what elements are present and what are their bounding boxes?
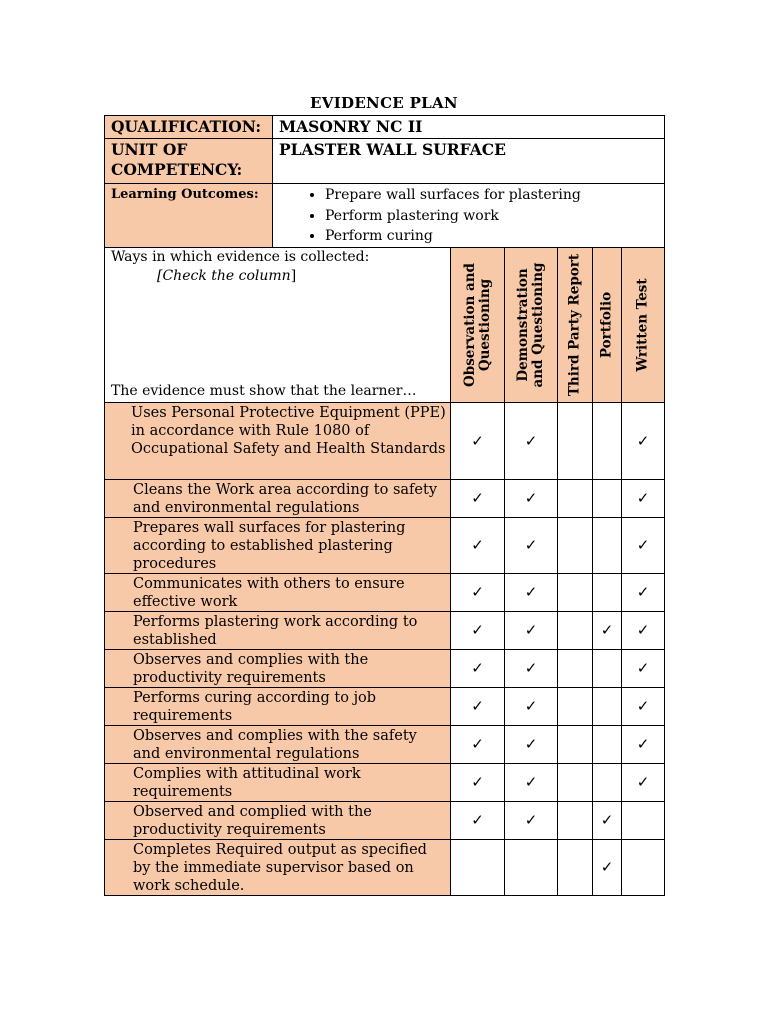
check-cell <box>505 687 558 725</box>
evidence-ways-cell <box>105 247 451 402</box>
criteria-text: Communicates with others to ensure effective work <box>105 573 451 611</box>
check-cell <box>622 763 665 801</box>
check-cell <box>558 801 593 839</box>
check-cell <box>593 687 622 725</box>
checkmark-icon: ✓ <box>471 583 484 601</box>
checkmark-icon: ✓ <box>471 697 484 715</box>
check-cell <box>593 839 622 895</box>
check-cell <box>593 479 622 517</box>
check-cell <box>558 839 593 895</box>
ways-check-note <box>157 267 296 285</box>
checkmark-icon: ✓ <box>471 489 484 507</box>
checkmark-icon: ✓ <box>524 735 538 753</box>
criteria-row <box>105 517 665 573</box>
check-cell <box>505 801 558 839</box>
check-cell <box>451 573 505 611</box>
criteria-text: Observes and complies with the productivity requirements <box>105 649 451 687</box>
qualification-value: MASONRY NC II <box>273 116 665 139</box>
criteria-text: Complies with attitudinal work requirements <box>105 763 451 801</box>
qualification-label: QUALIFICATION: <box>105 116 273 139</box>
method-header-label: Portfolio <box>598 291 615 358</box>
checkmark-icon: ✓ <box>636 583 650 601</box>
criteria-row <box>105 573 665 611</box>
check-cell <box>505 517 558 573</box>
check-cell <box>505 649 558 687</box>
check-cell <box>558 573 593 611</box>
learning-outcomes-list <box>273 184 664 247</box>
checkmark-icon: ✓ <box>636 431 650 450</box>
check-cell <box>622 611 665 649</box>
learning-outcome-item: • Prepare wall surfaces for plastering <box>325 185 664 206</box>
checkmark-icon: ✓ <box>524 659 538 677</box>
unit-of-competency-value: PLASTER WALL SURFACE <box>273 139 665 184</box>
check-cell <box>505 402 558 479</box>
checkmark-icon: ✓ <box>636 697 650 715</box>
check-cell <box>505 479 558 517</box>
check-cell <box>451 479 505 517</box>
check-cell <box>451 725 505 763</box>
checkmark-icon: ✓ <box>524 489 538 507</box>
check-cell <box>622 725 665 763</box>
checkmark-icon: ✓ <box>600 811 614 829</box>
check-cell <box>505 763 558 801</box>
criteria-text: Performs plastering work according to established <box>105 611 451 649</box>
method-header-label: Written Test <box>634 277 651 372</box>
check-cell <box>622 402 665 479</box>
check-cell <box>622 839 665 895</box>
check-cell <box>505 725 558 763</box>
learning-outcome-item: • Perform plastering work <box>325 206 664 227</box>
check-cell <box>558 611 593 649</box>
check-cell <box>593 517 622 573</box>
checkmark-icon: ✓ <box>636 489 650 507</box>
criteria-text: Observes and complies with the safety and environmental regulations <box>105 725 451 763</box>
criteria-text: Completes Required output as specified by the immediate supervisor based on work schedule. <box>105 839 451 895</box>
checkmark-icon: ✓ <box>636 621 650 639</box>
checkmark-icon: ✓ <box>471 431 484 450</box>
method-header-portfolio <box>593 247 622 402</box>
check-cell <box>558 725 593 763</box>
criteria-row <box>105 801 665 839</box>
criteria-row <box>105 839 665 895</box>
check-cell <box>451 649 505 687</box>
ways-instruction: Ways in which evidence is collected: <box>111 248 370 265</box>
check-cell <box>451 839 505 895</box>
check-cell <box>451 687 505 725</box>
checkmark-icon: ✓ <box>524 431 538 450</box>
check-cell <box>593 402 622 479</box>
checkmark-icon: ✓ <box>636 659 650 677</box>
checkmark-icon: ✓ <box>524 811 538 829</box>
criteria-row <box>105 725 665 763</box>
checkmark-icon: ✓ <box>636 773 650 791</box>
evidence-plan-table <box>104 115 665 896</box>
checkmark-icon: ✓ <box>471 773 484 791</box>
check-cell <box>593 801 622 839</box>
checkmark-icon: ✓ <box>471 621 484 639</box>
ways-check-note-italic: [Check the column <box>157 267 291 284</box>
checkmark-icon: ✓ <box>636 735 650 753</box>
checkmark-icon: ✓ <box>600 858 614 876</box>
check-cell <box>451 763 505 801</box>
check-cell <box>505 839 558 895</box>
check-cell <box>593 725 622 763</box>
method-header-demonstration <box>505 247 558 402</box>
ways-learner-note: The evidence must show that the learner… <box>111 382 417 399</box>
checkmark-icon: ✓ <box>524 583 538 601</box>
criteria-text: Performs curing according to job requirements <box>105 687 451 725</box>
check-cell <box>558 687 593 725</box>
check-cell <box>593 763 622 801</box>
check-cell <box>622 801 665 839</box>
check-cell <box>622 649 665 687</box>
learning-outcome-item: • Perform curing <box>325 226 664 247</box>
checkmark-icon: ✓ <box>471 536 484 554</box>
check-cell <box>451 801 505 839</box>
learning-outcomes-label: Learning Outcomes: <box>105 184 273 248</box>
criteria-text: Prepares wall surfaces for plastering according to established plastering procedures <box>105 517 451 573</box>
unit-of-competency-label: UNIT OF COMPETENCY: <box>105 139 273 184</box>
criteria-row <box>105 687 665 725</box>
check-cell <box>558 649 593 687</box>
checkmark-icon: ✓ <box>524 697 538 715</box>
checkmark-icon: ✓ <box>636 536 650 554</box>
method-header-label: Observation and Questioning <box>461 262 493 387</box>
criteria-row <box>105 611 665 649</box>
checkmark-icon: ✓ <box>524 536 538 554</box>
method-header-observation <box>451 247 505 402</box>
check-cell <box>593 649 622 687</box>
checkmark-icon: ✓ <box>471 811 484 829</box>
criteria-text: Uses Personal Protective Equipment (PPE) in accordance with Rule 1080 of Occupational Safety and Health Standards <box>105 402 451 479</box>
check-cell <box>451 402 505 479</box>
ways-check-note-bracket: ] <box>290 267 297 284</box>
checkmark-icon: ✓ <box>524 621 538 639</box>
check-cell <box>451 517 505 573</box>
criteria-text: Observed and complied with the productivity requirements <box>105 801 451 839</box>
check-cell <box>593 611 622 649</box>
check-cell <box>558 479 593 517</box>
check-cell <box>622 573 665 611</box>
method-header-written-test <box>622 247 665 402</box>
check-cell <box>505 573 558 611</box>
check-cell <box>558 763 593 801</box>
checkmark-icon: ✓ <box>524 773 538 791</box>
checkmark-icon: ✓ <box>471 735 484 753</box>
check-cell <box>622 687 665 725</box>
criteria-row <box>105 649 665 687</box>
check-cell <box>505 611 558 649</box>
criteria-row <box>105 763 665 801</box>
check-cell <box>558 517 593 573</box>
check-cell <box>593 573 622 611</box>
document-title: EVIDENCE PLAN <box>310 94 458 112</box>
criteria-row <box>105 479 665 517</box>
checkmark-icon: ✓ <box>600 621 614 639</box>
method-header-label: Demonstration and Questioning <box>515 261 546 388</box>
method-header-third-party <box>558 247 593 402</box>
checkmark-icon: ✓ <box>471 659 484 677</box>
check-cell <box>451 611 505 649</box>
check-cell <box>622 517 665 573</box>
check-cell <box>558 402 593 479</box>
criteria-text: Cleans the Work area according to safety and environmental regulations <box>105 479 451 517</box>
check-cell <box>622 479 665 517</box>
criteria-row <box>105 402 665 479</box>
method-header-label: Third Party Report <box>566 253 583 396</box>
learning-outcomes-cell <box>273 184 665 248</box>
